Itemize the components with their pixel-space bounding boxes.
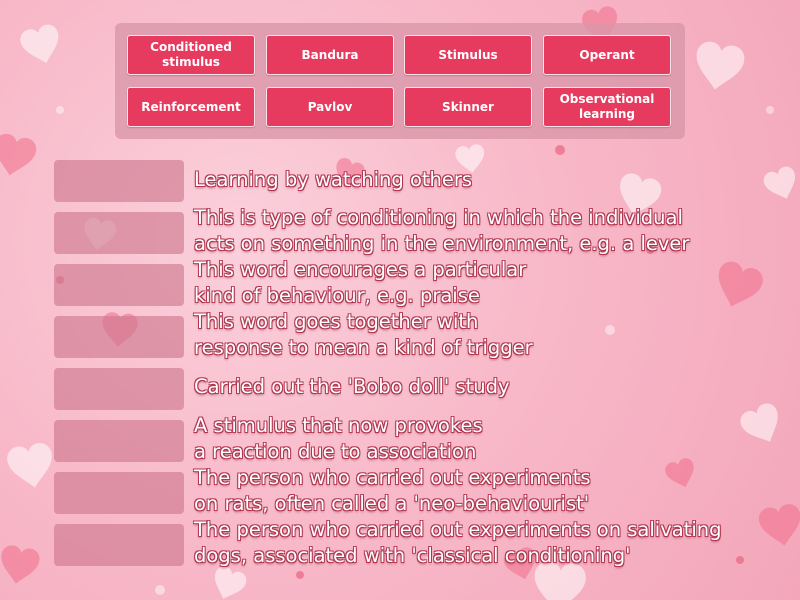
drop-slot-3[interactable] [54,264,184,306]
clue-4: This word goes together with response to mean a kind of trigger [194,310,533,359]
clue-2: This is type of conditioning in which the individual acts on something in the environment, e.g. a lever [194,206,690,255]
clue-3: This word encourages a particular kind of behaviour, e.g. praise [194,258,527,307]
clue-5: Carried out the 'Bobo doll' study [194,375,510,398]
clue-7: The person who carried out experiments on rats, often called a 'neo-behaviourist' [194,466,591,515]
tile-conditioned-stimulus[interactable]: Conditioned stimulus [127,35,255,75]
drop-slot-2[interactable] [54,212,184,254]
clue-8: The person who carried out experiments on salivating dogs, associated with 'classical conditioning' [194,518,722,567]
drop-slot-5[interactable] [54,368,184,410]
clue-1: Learning by watching others [194,168,473,191]
tile-reinforcement[interactable]: Reinforcement [127,87,255,127]
tile-pavlov[interactable]: Pavlov [266,87,394,127]
drop-slot-4[interactable] [54,316,184,358]
tile-bandura[interactable]: Bandura [266,35,394,75]
tile-observational-learning[interactable]: Observational learning [543,87,671,127]
tile-skinner[interactable]: Skinner [404,87,532,127]
drop-slot-1[interactable] [54,160,184,202]
tile-stimulus[interactable]: Stimulus [404,35,532,75]
tile-operant[interactable]: Operant [543,35,671,75]
clue-6: A stimulus that now provokes a reaction due to association [194,414,483,463]
drop-slot-7[interactable] [54,472,184,514]
drop-slot-8[interactable] [54,524,184,566]
word-bank-panel [115,23,685,139]
drop-slot-6[interactable] [54,420,184,462]
